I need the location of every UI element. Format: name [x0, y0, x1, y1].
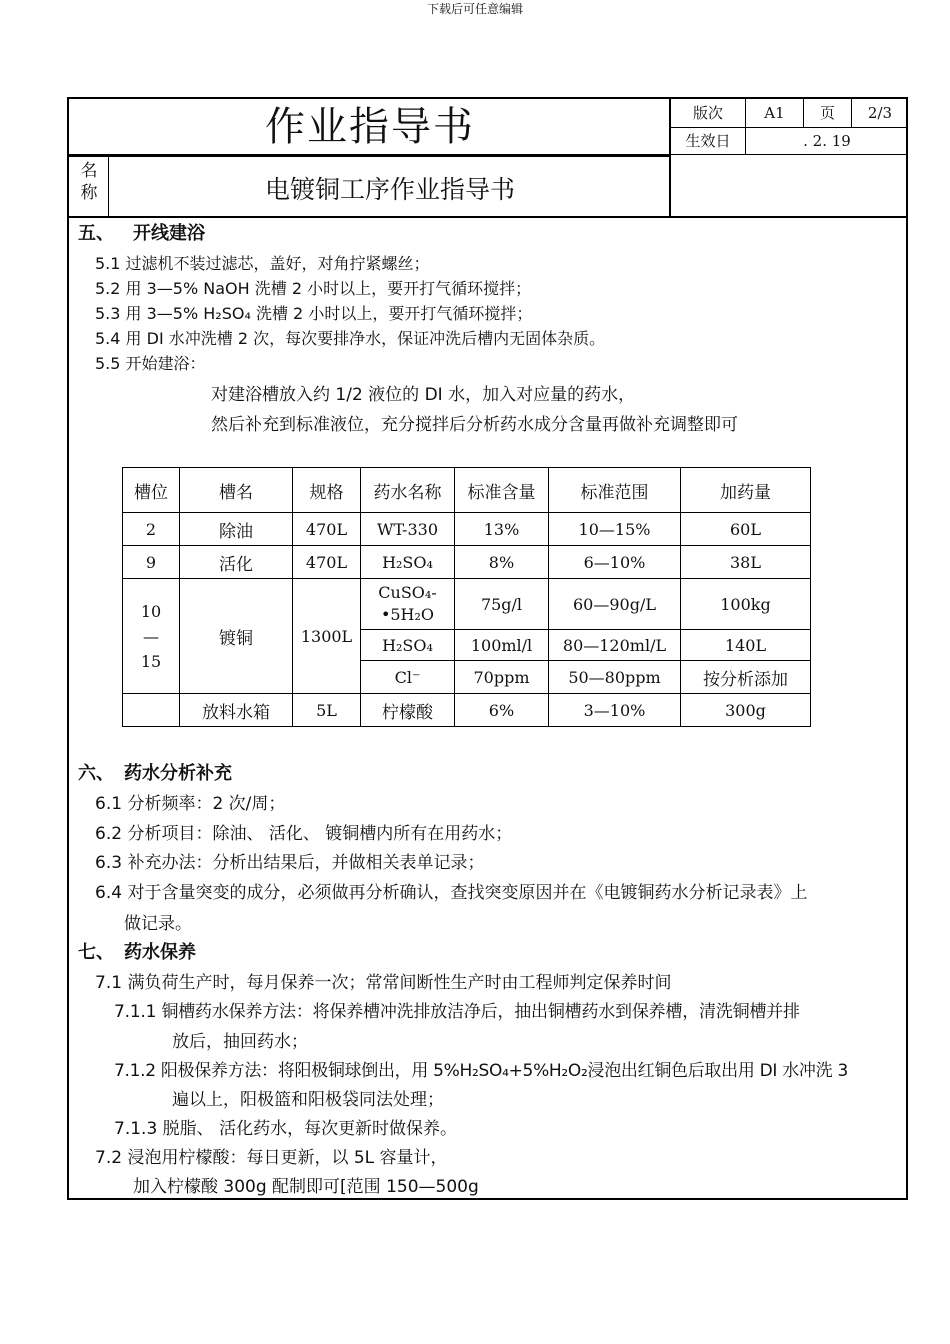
table-cell: H₂SO₄	[361, 630, 455, 661]
table-row	[123, 579, 811, 630]
tank-position-cell	[123, 579, 180, 694]
step-6-4: 6.4 对于含量突变的成分，必须做再分析确认，查找突变原因并在《电镀铜药水分析记录表》上	[95, 883, 808, 903]
table-cell: 活化	[180, 546, 293, 579]
table-header-cell: 标准范围	[549, 468, 681, 513]
step-7-1: 7.1 满负荷生产时，每月保养一次；常常间断性生产时由工程师判定保养时间	[95, 973, 672, 993]
step-5-2: 5.2 用 3—5% NaOH 洗槽 2 小时以上，要开打气循环搅拌；	[95, 279, 532, 298]
step-6-3: 6.3 补充办法：分析出结果后，并做相关表单记录；	[95, 853, 485, 873]
chemical-cell	[361, 579, 455, 630]
header-row-divider-2	[669, 154, 908, 155]
step-5-1: 5.1 过滤机不装过滤芯，盖好，对角拧紧螺丝；	[95, 254, 430, 273]
page-label: 页	[819, 104, 835, 122]
section-6-number: 六、	[78, 763, 114, 784]
table-cell: 放料水箱	[180, 694, 293, 727]
bath-table	[122, 467, 811, 727]
name-label-char-2: 称	[80, 183, 98, 203]
table-cell: 9	[123, 546, 180, 579]
table-cell: 10—15%	[549, 513, 681, 546]
chemical-line-1: CuSO₄-	[378, 583, 437, 602]
table-cell: 13%	[455, 513, 549, 546]
step-5-3: 5.3 用 3—5% H₂SO₄ 洗槽 2 小时以上，要开打气循环搅拌；	[95, 304, 533, 323]
step-7-1-2: 7.1.2 阳极保养方法：将阳极铜球倒出，用 5%H₂SO₄+5%H₂O₂浸泡出红铜色后取出用 DI 水冲洗 3	[114, 1061, 848, 1081]
table-header-cell: 标准含量	[455, 468, 549, 513]
table-cell: 140L	[681, 630, 811, 661]
header-note: 下载后可任意编辑	[426, 2, 523, 16]
step-6-4-continued: 做记录。	[124, 914, 192, 934]
section-7-number: 七、	[78, 942, 114, 963]
step-5-5-line-2: 然后补充到标准液位，充分搅拌后分析药水成分含量再做补充调整即可	[211, 415, 738, 435]
table-cell: Cl⁻	[361, 661, 455, 694]
table-header-cell: 槽位	[123, 468, 180, 513]
tank-position-dash: —	[143, 626, 159, 646]
table-cell: 柠檬酸	[361, 694, 455, 727]
tank-position-start: 10	[140, 601, 162, 621]
section-5-number: 五、	[78, 223, 114, 244]
step-5-5: 5.5 开始建浴：	[95, 354, 206, 373]
table-cell: 60—90g/L	[549, 579, 681, 630]
table-cell: 70ppm	[455, 661, 549, 694]
step-7-1-1: 7.1.1 铜槽药水保养方法：将保养槽冲洗排放洁净后，抽出铜槽药水到保养槽，清洗铜槽并排	[114, 1002, 800, 1022]
name-label-char-1: 名	[80, 161, 98, 181]
table-row	[123, 546, 811, 579]
table-cell: WT-330	[361, 513, 455, 546]
document-title: 作业指导书	[265, 104, 475, 150]
section-5-heading: 开线建浴	[133, 223, 205, 244]
step-7-2-continued: 加入柠檬酸 300g 配制即可[范围 150—500g	[133, 1177, 479, 1197]
effective-date-value: . 2. 19	[803, 132, 851, 150]
version-value: A1	[764, 104, 785, 122]
step-7-1-2-continued: 遍以上，阳极篮和阳极袋同法处理；	[172, 1090, 444, 1110]
table-cell: 镀铜	[180, 579, 293, 694]
table-header-cell: 加药量	[681, 468, 811, 513]
table-header-cell: 规格	[293, 468, 361, 513]
table-cell: 75g/l	[455, 579, 549, 630]
step-6-1: 6.1 分析频率：2 次/周；	[95, 794, 286, 814]
page-value: 2/3	[867, 104, 893, 122]
table-cell: 8%	[455, 546, 549, 579]
step-5-4: 5.4 用 DI 水冲洗槽 2 次，每次要排净水，保证冲洗后槽内无固体杂质。	[95, 329, 606, 348]
effective-date-label: 生效日	[685, 132, 731, 150]
table-cell: 除油	[180, 513, 293, 546]
chemical-line-2: •5H₂O	[380, 605, 435, 624]
section-6-heading: 药水分析补充	[124, 763, 232, 784]
table-header-cell: 药水名称	[361, 468, 455, 513]
table-cell: 100kg	[681, 579, 811, 630]
table-cell: 38L	[681, 546, 811, 579]
table-cell: 按分析添加	[681, 661, 811, 694]
name-label	[70, 160, 108, 204]
step-7-2: 7.2 浸泡用柠檬酸：每日更新，以 5L 容量计，	[95, 1148, 448, 1168]
table-cell: 300g	[681, 694, 811, 727]
section-7-heading: 药水保养	[124, 942, 196, 963]
document-name: 电镀铜工序作业指导书	[264, 175, 515, 204]
table-cell: 470L	[293, 513, 361, 546]
table-cell: 1300L	[293, 579, 361, 694]
table-cell: 50—80ppm	[549, 661, 681, 694]
table-cell: 5L	[293, 694, 361, 727]
table-cell: 3—10%	[549, 694, 681, 727]
table-cell: 60L	[681, 513, 811, 546]
step-7-1-3: 7.1.3 脱脂、 活化药水，每次更新时做保养。	[114, 1119, 458, 1139]
step-6-2: 6.2 分析项目：除油、 活化、 镀铜槽内所有在用药水；	[95, 824, 513, 844]
table-row	[123, 513, 811, 546]
table-header-cell: 槽名	[180, 468, 293, 513]
table-cell: 2	[123, 513, 180, 546]
step-5-5-line-1: 对建浴槽放入约 1/2 液位的 DI 水，加入对应量的药水，	[211, 385, 636, 405]
version-label: 版次	[692, 104, 723, 122]
step-7-1-1-continued: 放后，抽回药水；	[172, 1032, 308, 1052]
name-label-divider	[108, 155, 109, 217]
table-cell: 470L	[293, 546, 361, 579]
table-cell: 80—120ml/L	[549, 630, 681, 661]
table-cell: 100ml/l	[455, 630, 549, 661]
table-row	[123, 694, 811, 727]
table-cell: H₂SO₄	[361, 546, 455, 579]
table-cell: 6%	[455, 694, 549, 727]
table-cell: 6—10%	[549, 546, 681, 579]
tank-position-end: 15	[140, 651, 162, 671]
title-divider	[67, 154, 671, 157]
table-cell	[123, 694, 180, 727]
table-header-row	[123, 468, 811, 513]
